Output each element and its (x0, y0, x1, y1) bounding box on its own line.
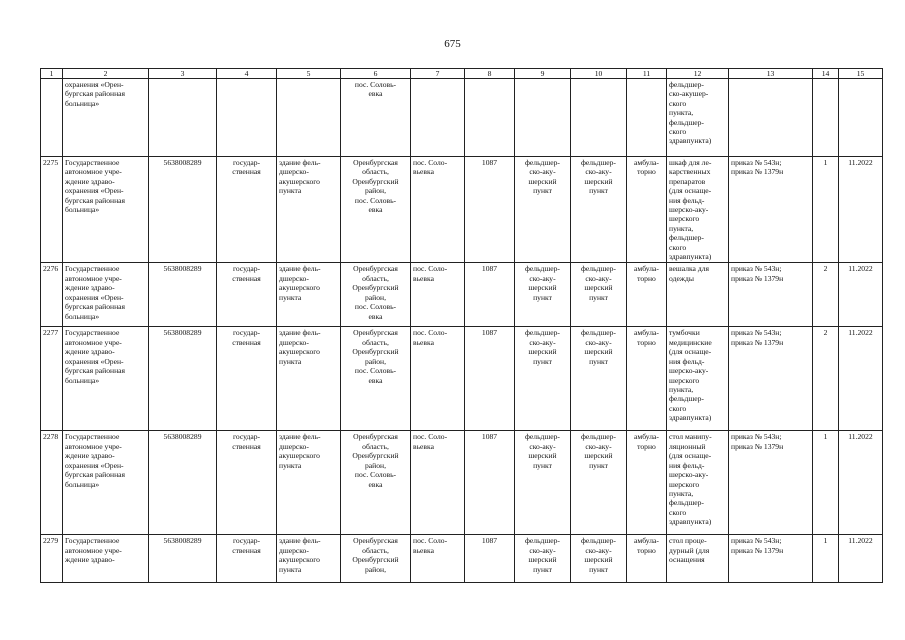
cell-text: фельдшер- ско-аку- шерский пункт (525, 536, 560, 574)
column-number: 4 (217, 69, 277, 79)
table-cell (627, 79, 667, 157)
page-number: 675 (444, 38, 461, 50)
table-cell (571, 157, 627, 263)
table-cell (627, 263, 667, 327)
cell-text: 11.2022 (848, 158, 873, 167)
table-cell (813, 263, 839, 327)
table-cell (217, 157, 277, 263)
cell-text: здание фель- дшерско- акушерского пункта (279, 432, 321, 470)
table-cell (839, 431, 883, 535)
cell-text: 1087 (481, 264, 498, 274)
table-cell (667, 157, 729, 263)
cell-text: 1087 (481, 158, 498, 167)
table-cell (729, 263, 813, 327)
table-cell (839, 79, 883, 157)
table-cell (729, 431, 813, 535)
cell-text: 1087 (481, 536, 498, 546)
table-cell (411, 157, 465, 263)
cell-text: государ- ственная (232, 536, 261, 555)
cell-text: Оренбургская область, Оренбургский район, пос. Соловь- евка (352, 432, 399, 489)
cell-text: 11.2022 (848, 432, 873, 442)
table-cell (515, 79, 571, 157)
table-cell (515, 327, 571, 431)
cell-text: фельдшер- ско-аку- шерский пункт (581, 432, 616, 470)
table-cell (465, 431, 515, 535)
table-cell (277, 327, 341, 431)
table-cell (571, 263, 627, 327)
cell-text: пос. Соло- вьевка (413, 264, 448, 283)
table-cell (813, 157, 839, 263)
cell-text: пос. Соловь- евка (354, 80, 397, 99)
cell-text: фельдшер- ско-аку- шерский пункт (525, 328, 560, 366)
cell-text: стол манипу- ляционный (для оснаще- ния фельд- шерско-аку- шерского пункта, фельдшер- ского здравпункта) (669, 432, 712, 527)
table-row (41, 535, 883, 583)
table-cell (411, 535, 465, 583)
table-cell (813, 535, 839, 583)
column-number: 6 (341, 69, 411, 79)
cell-text: пос. Соло- вьевка (413, 536, 448, 555)
table-row (41, 157, 883, 263)
table-cell (217, 327, 277, 431)
table-cell (813, 79, 839, 157)
cell-text: шкаф для ле- карственных препаратов (для оснаще- ния фельд- шерско-аку- шерского пункта, фельдшер- ского здравпункта) (669, 158, 712, 262)
cell-text: Государственное автономное учре- ждение здраво- охранения «Орен- бургская районная больница» (65, 158, 126, 215)
cell-text: амбула- торно (634, 158, 659, 177)
cell-text: приказ № 543н; приказ № 1379н (731, 536, 784, 555)
table-cell (515, 535, 571, 583)
cell-text: амбула- торно (634, 536, 659, 555)
cell-text: 1 (823, 158, 828, 167)
table-cell (41, 263, 63, 327)
table-row (41, 263, 883, 327)
table-cell (465, 79, 515, 157)
column-number: 5 (277, 69, 341, 79)
table-cell (41, 79, 63, 157)
table-row (41, 327, 883, 431)
cell-text: амбула- торно (634, 432, 659, 451)
table-cell (341, 79, 411, 157)
table-cell (813, 327, 839, 431)
table-cell (217, 431, 277, 535)
cell-text: 5638008289 (163, 432, 202, 442)
table-cell (341, 327, 411, 431)
table-cell (217, 263, 277, 327)
cell-text: 5638008289 (163, 158, 202, 167)
table-cell (571, 327, 627, 431)
cell-text: фельдшер- ско-аку- шерский пункт (525, 158, 560, 196)
table-cell (465, 327, 515, 431)
cell-text: фельдшер- ско-аку- шерский пункт (525, 432, 560, 470)
column-number-row (41, 69, 883, 79)
table-cell (839, 535, 883, 583)
table-cell (149, 535, 217, 583)
cell-text: государ- ственная (232, 432, 261, 451)
cell-text: фельдшер- ско-аку- шерский пункт (581, 264, 616, 302)
table-cell (341, 535, 411, 583)
table-cell (515, 157, 571, 263)
cell-text: тумбочки медицинские (для оснаще- ния фельд- шерско-аку- шерского пункта, фельдшер- ского здравпункта) (669, 328, 712, 423)
table-cell (839, 263, 883, 327)
cell-text: государ- ственная (232, 328, 261, 347)
column-number: 9 (515, 69, 571, 79)
table-cell (149, 157, 217, 263)
table-cell (411, 431, 465, 535)
cell-text: здание фель- дшерско- акушерского пункта (279, 328, 321, 366)
cell-text: государ- ственная (232, 264, 261, 283)
table-cell (277, 535, 341, 583)
column-number: 10 (571, 69, 627, 79)
cell-text: 1 (823, 536, 828, 546)
table-cell (63, 327, 149, 431)
table-cell (515, 263, 571, 327)
column-number: 14 (813, 69, 839, 79)
cell-text: 2 (823, 328, 828, 338)
table-cell (729, 79, 813, 157)
cell-text: Государственное автономное учре- ждение здраво- охранения «Орен- бургская районная больница» (65, 328, 126, 385)
table-cell (839, 327, 883, 431)
cell-text: здание фель- дшерско- акушерского пункта (279, 158, 321, 196)
cell-text: вешалка для одежды (669, 264, 709, 283)
cell-text: Государственное автономное учре- ждение здраво- (65, 536, 122, 565)
table-cell (839, 157, 883, 263)
cell-text: пос. Соло- вьевка (413, 432, 448, 451)
cell-text: Оренбургская область, Оренбургский район, пос. Соловь- евка (352, 158, 399, 215)
table-cell (627, 157, 667, 263)
table-cell (627, 535, 667, 583)
cell-text: государ- ственная (232, 158, 261, 177)
cell-text: охранения «Орен- бургская районная больница» (65, 80, 126, 108)
cell-text: 5638008289 (163, 536, 202, 546)
cell-text: здание фель- дшерско- акушерского пункта (279, 264, 321, 302)
column-number: 8 (465, 69, 515, 79)
table-cell (41, 157, 63, 263)
cell-text: 5638008289 (163, 328, 202, 338)
table-cell (627, 431, 667, 535)
table-cell (277, 79, 341, 157)
table-cell (571, 535, 627, 583)
table-cell (149, 263, 217, 327)
column-number: 3 (149, 69, 217, 79)
table-cell (277, 263, 341, 327)
table-cell (667, 535, 729, 583)
table-cell (411, 263, 465, 327)
cell-text: 11.2022 (848, 264, 873, 274)
column-number: 13 (729, 69, 813, 79)
table-cell (217, 79, 277, 157)
table-cell (63, 79, 149, 157)
table-cell (149, 327, 217, 431)
table-cell (149, 431, 217, 535)
column-number: 11 (627, 69, 667, 79)
table-cell (667, 431, 729, 535)
table-cell (277, 431, 341, 535)
cell-text: приказ № 543н; приказ № 1379н (731, 264, 784, 283)
column-number: 2 (63, 69, 149, 79)
cell-text: пос. Соло- вьевка (413, 328, 448, 347)
cell-text: фельдшер- ско-акушер- ского пункта, фельдшер- ского здравпункта) (669, 80, 712, 146)
table-cell (465, 157, 515, 263)
table-cell (515, 431, 571, 535)
table-cell (341, 431, 411, 535)
column-number: 1 (41, 69, 63, 79)
cell-text: амбула- торно (634, 264, 659, 283)
cell-text: фельдшер- ско-аку- шерский пункт (581, 158, 616, 196)
table-cell (667, 263, 729, 327)
column-number: 7 (411, 69, 465, 79)
cell-text: Оренбургская область, Оренбургский район, (352, 536, 399, 574)
table-cell (571, 431, 627, 535)
table-cell (149, 79, 217, 157)
table-cell (41, 535, 63, 583)
cell-text: 2275 (43, 158, 59, 167)
table-cell (41, 431, 63, 535)
cell-text: приказ № 543н; приказ № 1379н (731, 328, 784, 347)
cell-text: стол проце- дурный (для оснащения (669, 536, 710, 565)
table-cell (341, 157, 411, 263)
cell-text: Государственное автономное учре- ждение здраво- охранения «Орен- бургская районная больница» (65, 432, 126, 489)
cell-text: 2278 (43, 432, 59, 442)
cell-text: Оренбургская область, Оренбургский район, пос. Соловь- евка (352, 264, 399, 321)
cell-text: амбула- торно (634, 328, 659, 347)
cell-text: 1 (823, 432, 828, 442)
column-number: 15 (839, 69, 883, 79)
cell-text: приказ № 543н; приказ № 1379н (731, 432, 784, 451)
table-cell (571, 79, 627, 157)
table-cell (63, 535, 149, 583)
cell-text: 2277 (43, 328, 59, 338)
table-cell (341, 263, 411, 327)
column-number: 12 (667, 69, 729, 79)
table-cell (217, 535, 277, 583)
table-cell (465, 535, 515, 583)
cell-text: 5638008289 (163, 264, 202, 274)
cell-text: 11.2022 (848, 536, 873, 546)
cell-text: фельдшер- ско-аку- шерский пункт (581, 536, 616, 574)
table-cell (667, 79, 729, 157)
table-cell (729, 327, 813, 431)
cell-text: 1087 (481, 432, 498, 442)
table-cell (277, 157, 341, 263)
cell-text: 2279 (43, 536, 59, 546)
register-table (40, 68, 883, 583)
cell-text: здание фель- дшерско- акушерского пункта (279, 536, 321, 574)
cell-text: 2276 (43, 264, 59, 274)
cell-text: приказ № 543н; приказ № 1379н (731, 158, 784, 177)
table-row (41, 79, 883, 157)
cell-text: пос. Соло- вьевка (413, 158, 448, 177)
table-cell (465, 263, 515, 327)
cell-text: фельдшер- ско-аку- шерский пункт (525, 264, 560, 302)
table-cell (411, 79, 465, 157)
cell-text: Государственное автономное учре- ждение здраво- охранения «Орен- бургская районная больница» (65, 264, 126, 321)
table-cell (729, 157, 813, 263)
table-cell (411, 327, 465, 431)
table-cell (41, 327, 63, 431)
table-cell (627, 327, 667, 431)
table-cell (63, 157, 149, 263)
cell-text: Оренбургская область, Оренбургский район, пос. Соловь- евка (352, 328, 399, 385)
table-cell (63, 431, 149, 535)
table-row (41, 431, 883, 535)
cell-text: фельдшер- ско-аку- шерский пункт (581, 328, 616, 366)
table-cell (63, 263, 149, 327)
cell-text: 2 (823, 264, 828, 274)
cell-text: 1087 (481, 328, 498, 338)
table-cell (813, 431, 839, 535)
cell-text: 11.2022 (848, 328, 873, 338)
table-cell (729, 535, 813, 583)
table-cell (667, 327, 729, 431)
